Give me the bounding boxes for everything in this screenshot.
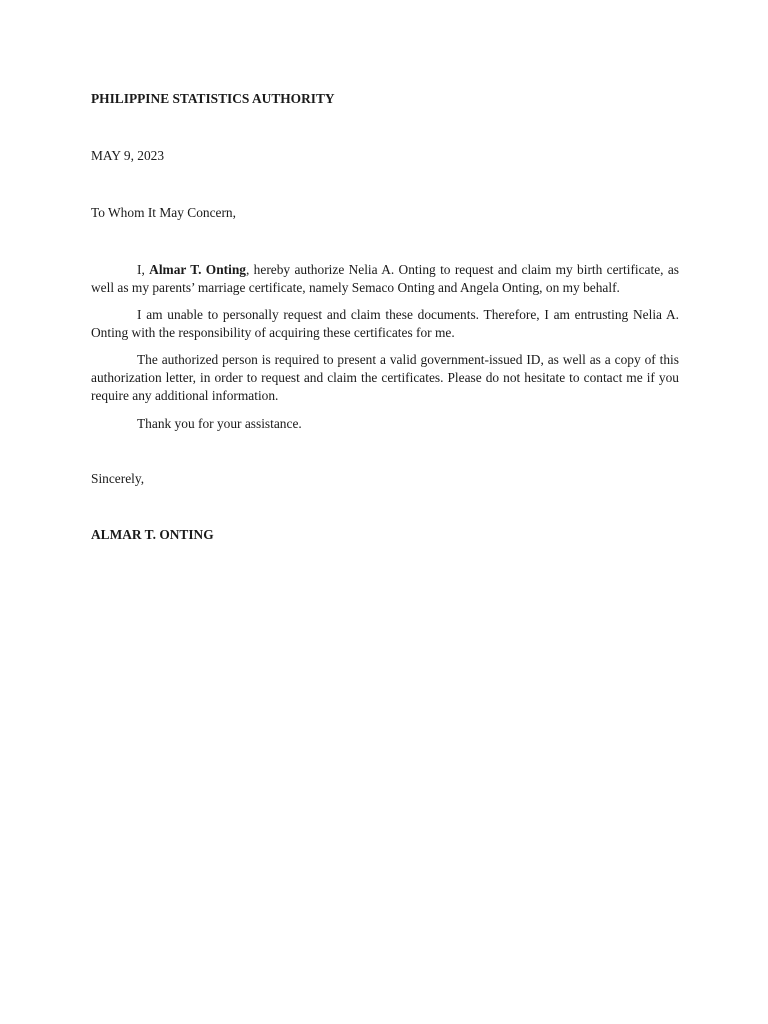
paragraph-body: , hereby authorize Nelia A. Onting to request and claim my birth certificate, as well as my parents’ marriage certificate, namely Semaco Onting and Angela Onting, on my behalf. xyxy=(91,262,680,295)
letter-date: MAY 9, 2023 xyxy=(91,148,165,163)
recipient-heading: PHILIPPINE STATISTICS AUTHORITY xyxy=(91,91,335,106)
requirements-paragraph: The authorized person is required to present a valid government-issued ID, as well as a copy of this authorization letter, in order to request and claim the certificates. Please do not hesitate to contact me if you require any additional information. xyxy=(91,352,679,403)
paragraph-prefix: I, xyxy=(137,262,150,277)
signature-name: ALMAR T. ONTING xyxy=(91,527,214,542)
closing: Sincerely, xyxy=(91,471,145,486)
reason-paragraph: I am unable to personally request and claim these documents. Therefore, I am entrusting Nelia A. Onting with the responsibility of acquiring these certificates for me. xyxy=(91,307,679,340)
authorization-paragraph xyxy=(91,261,679,297)
thanks-paragraph: Thank you for your assistance. xyxy=(137,416,302,431)
salutation: To Whom It May Concern, xyxy=(91,205,236,220)
author-name: Almar T. Onting xyxy=(149,262,246,277)
